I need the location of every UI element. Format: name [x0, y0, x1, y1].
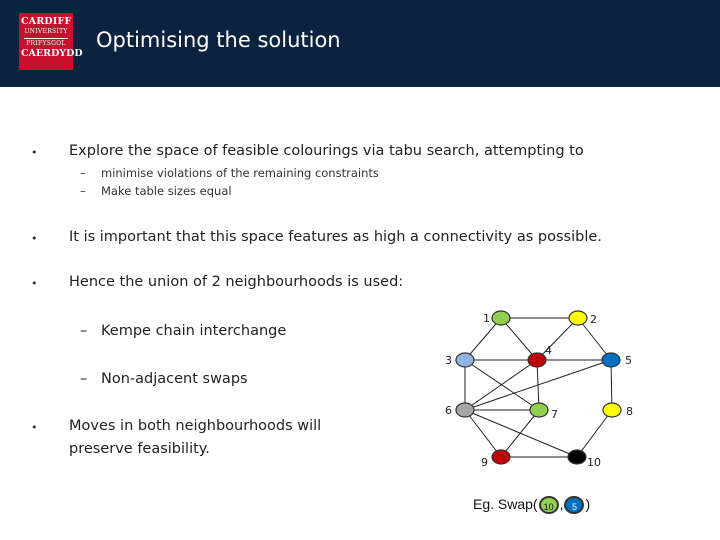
graph-node-label-5: 5 — [625, 354, 632, 367]
logo-line-4: CAERDYDD — [21, 47, 83, 59]
swap-example-prefix: Eg. Swap( — [473, 496, 538, 512]
sub-bullet-table-sizes: Make table sizes equal — [101, 184, 232, 198]
graph-node-label-2: 2 — [590, 313, 597, 326]
graph-node-label-9: 9 — [481, 456, 488, 469]
graph-edge-2-4 — [537, 318, 578, 360]
swap-example-separator: , — [559, 496, 564, 512]
bullet-marker: • — [31, 277, 38, 290]
sub-bullet-non-adjacent: Non-adjacent swaps — [101, 371, 248, 387]
graph-node-label-8: 8 — [626, 405, 633, 418]
graph-node-5 — [602, 353, 620, 367]
dash-marker: – — [80, 166, 86, 180]
graph-node-label-3: 3 — [445, 354, 452, 367]
swap-example-suffix: ) — [585, 496, 591, 512]
bullet-text-union: Hence the union of 2 neighbourhoods is used: — [69, 274, 404, 290]
graph-node-label-4: 4 — [545, 344, 552, 357]
graph-node-6 — [456, 403, 474, 417]
bullet-text-explore: Explore the space of feasible colourings via tabu search, attempting to — [69, 143, 584, 159]
swap-arg-1-node: 10 — [539, 496, 559, 514]
graph-edge-8-10 — [577, 410, 612, 457]
logo-line-1: CARDIFF — [21, 16, 72, 27]
graph-node-10 — [568, 450, 586, 464]
slide-title: Optimising the solution — [96, 28, 341, 52]
graph-node-2 — [569, 311, 587, 325]
logo-line-2: UNIVERSITY — [24, 27, 68, 35]
dash-marker: – — [80, 323, 88, 339]
bullet-text-feasibility: Moves in both neighbourhoods will preserve feasibility. — [69, 418, 322, 457]
graph-edge-6-10 — [465, 410, 577, 457]
graph-node-label-7: 7 — [551, 408, 558, 421]
sub-bullet-kempe: Kempe chain interchange — [101, 323, 287, 339]
swap-example — [473, 496, 590, 514]
bullet-marker: • — [31, 421, 38, 434]
logo-line-3: PRIFYSGOL — [26, 39, 66, 47]
bullet-marker: • — [31, 232, 38, 245]
sub-bullet-minimise: minimise violations of the remaining constraints — [101, 166, 379, 180]
graph-node-4 — [528, 353, 546, 367]
graph-node-1 — [492, 311, 510, 325]
dash-marker: – — [80, 371, 88, 387]
graph-node-9 — [492, 450, 510, 464]
graph-node-label-1: 1 — [483, 312, 490, 325]
graph-node-8 — [603, 403, 621, 417]
swap-arg-2-node: 5 — [564, 496, 584, 514]
dash-marker: – — [80, 184, 86, 198]
graph-node-label-6: 6 — [445, 404, 452, 417]
graph-node-7 — [530, 403, 548, 417]
graph-edge-7-9 — [501, 410, 539, 457]
graph-node-label-10: 10 — [587, 456, 601, 469]
graph-node-3 — [456, 353, 474, 367]
bullet-marker: • — [31, 146, 38, 159]
bullet-text-connectivity: It is important that this space features as high a connectivity as possible. — [69, 229, 602, 245]
